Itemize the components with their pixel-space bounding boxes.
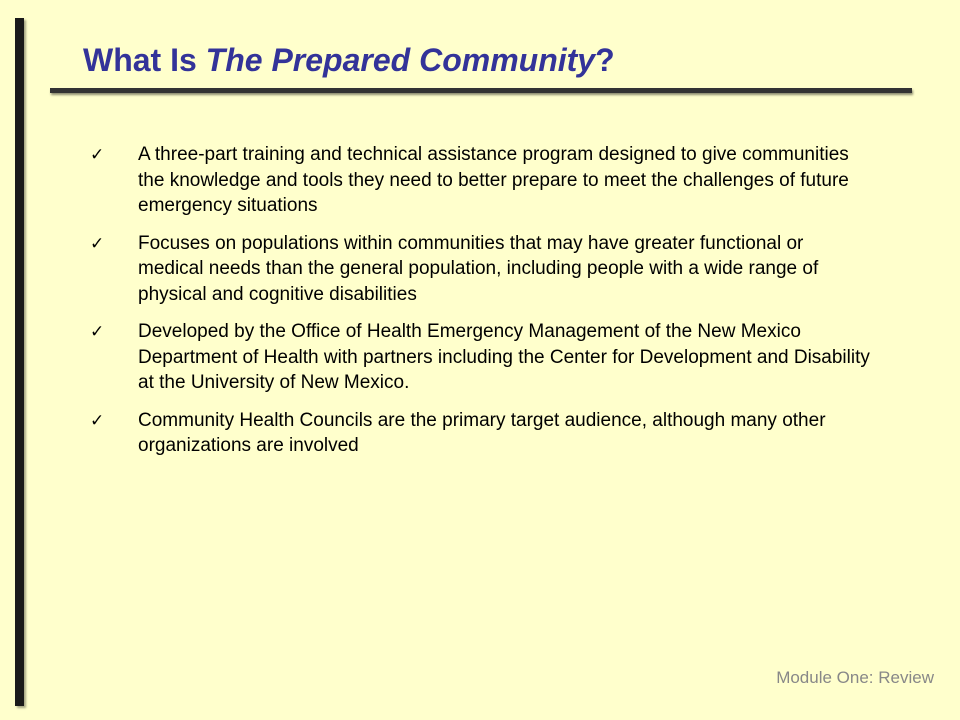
check-icon: ✓ — [90, 145, 105, 165]
bullet-text: Focuses on populations within communities that may have greater functional or medical needs than the general population, including people with a wide range of physical and cognitive disabilities — [138, 232, 819, 305]
slide-footer: Module One: Review — [776, 668, 934, 687]
check-icon: ✓ — [90, 322, 105, 342]
bullet-text: A three-part training and technical assistance program designed to give communities the knowledge and tools they need to better prepare to meet the challenges of future emergency situations — [138, 144, 849, 216]
check-icon: ✓ — [90, 410, 105, 431]
title-divider — [50, 88, 912, 93]
check-icon: ✓ — [90, 233, 105, 254]
title-prefix: What Is — [83, 42, 206, 78]
bullet-item — [90, 142, 870, 219]
left-accent-bar — [15, 18, 24, 706]
bullet-item — [90, 231, 870, 308]
bullet-text: Developed by the Office of Health Emergency Management of the New Mexico Department of Health with partners including the Center for Development and Disability at the University of New Mexico. — [138, 321, 870, 393]
title-emphasis: The Prepared Community — [205, 42, 596, 78]
bullet-text: Community Health Councils are the primary target audience, although many other organizations are involved — [138, 409, 826, 456]
bullet-list — [90, 142, 870, 471]
title-suffix: ? — [595, 42, 615, 78]
bullet-item — [90, 408, 870, 459]
slide-title — [83, 38, 615, 82]
bullet-item — [90, 319, 870, 396]
